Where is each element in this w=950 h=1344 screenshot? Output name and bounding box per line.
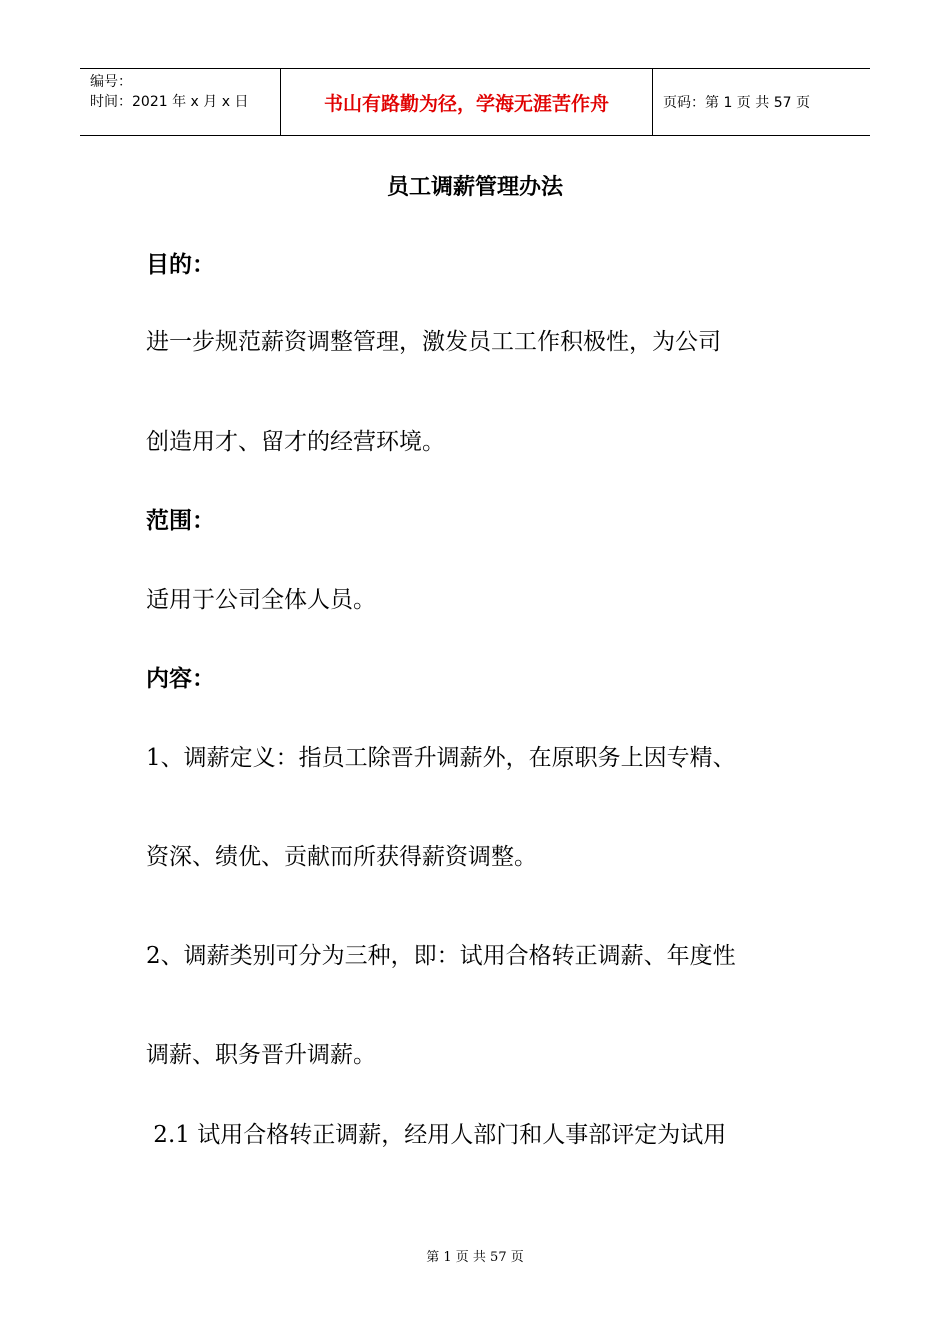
header-motto: 书山有路勤为径，学海无涯苦作舟 bbox=[281, 69, 653, 135]
header-page-info: 页码：第 1 页 共 57 页 bbox=[663, 95, 810, 111]
section-heading-purpose: 目的： bbox=[146, 252, 215, 278]
document-title: 员工调薪管理办法 bbox=[386, 175, 563, 200]
header-date: 时间：2021 年 x 月 x 日 bbox=[90, 94, 249, 110]
header-meta bbox=[80, 69, 281, 135]
paragraph-line: 调薪、职务晋升调薪。 bbox=[146, 1042, 376, 1068]
page-footer: 第 1 页 共 57 页 bbox=[426, 1250, 524, 1265]
page-header bbox=[80, 68, 870, 136]
section-heading-content: 内容： bbox=[146, 666, 215, 692]
paragraph-line: 2、调薪类别可分为三种，即：试用合格转正调薪、年度性 bbox=[146, 943, 736, 969]
paragraph-line: 1、调薪定义：指员工除晋升调薪外，在原职务上因专精、 bbox=[146, 745, 736, 771]
header-number: 编号： bbox=[90, 74, 132, 90]
paragraph-line: 2.1 试用合格转正调薪，经用人部门和人事部评定为试用 bbox=[146, 1122, 727, 1148]
paragraph-line: 创造用才、留才的经营环境。 bbox=[146, 429, 445, 455]
section-heading-scope: 范围： bbox=[146, 508, 215, 534]
paragraph-line: 资深、绩优、贡献而所获得薪资调整。 bbox=[146, 844, 537, 870]
paragraph-line: 适用于公司全体人员。 bbox=[146, 587, 376, 613]
paragraph-line: 进一步规范薪资调整管理，激发员工工作积极性，为公司 bbox=[146, 329, 721, 355]
